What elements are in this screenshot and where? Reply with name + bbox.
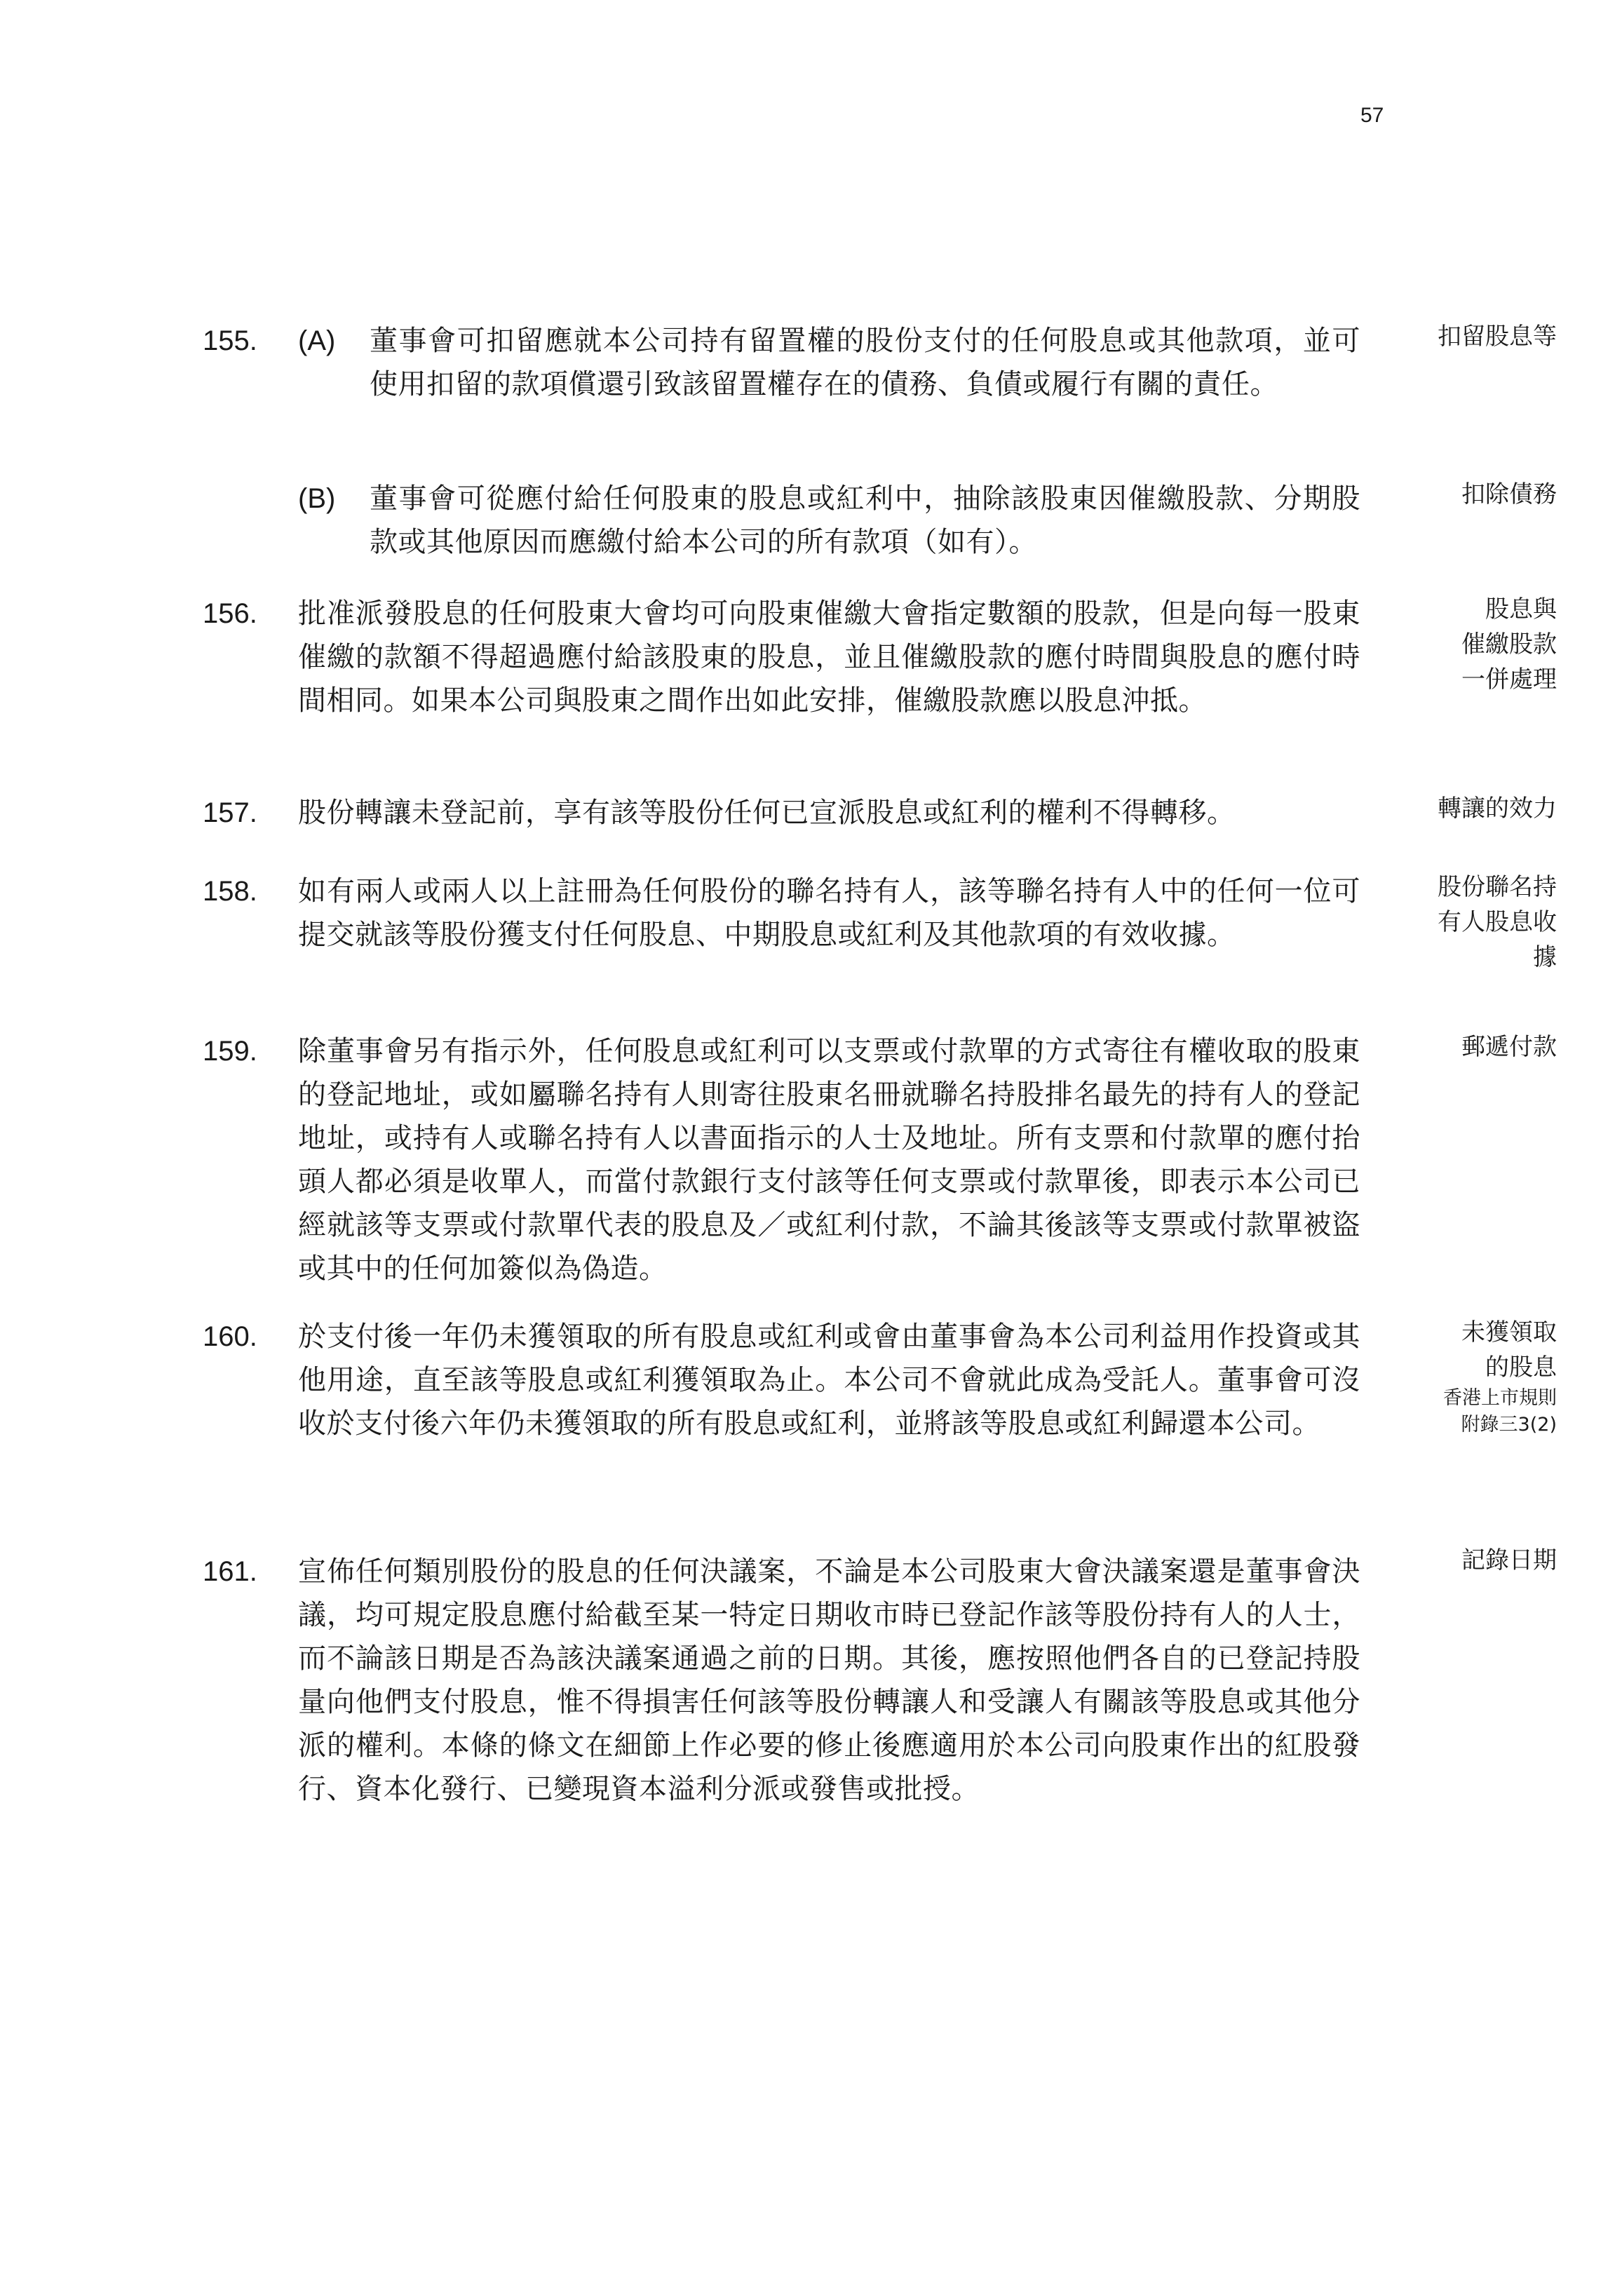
- clause-text: 於支付後一年仍未獲領取的所有股息或紅利或會由董事會為本公司利益用作投資或其他用途，直至該等股息或紅利獲領取為止。本公司不會就此成為受託人。董事會可沒收於支付後六年仍未獲領取的所有股息或紅利，並將該等股息或紅利歸還本公司。: [298, 1321, 1360, 1440]
- clause-number: 159.: [203, 1036, 257, 1067]
- clause-text: 宣佈任何類別股份的股息的任何決議案，不論是本公司股東大會決議案還是董事會決議，均可規定股息應付給截至某一特定日期收市時已登記作該等股份持有人的人士，而不論該日期是否為該決議案通過之前的日期。其後，應按照他們各自的已登記持股量向他們支付股息，惟不得損害任何該等股份轉讓人和受讓人有關該等股息或其他分派的權利。本條的條文在細節上作必要的修止後應適用於本公司向股東作出的紅股發行、資本化發行、已變現資本溢利分派或發售或批授。: [298, 1555, 1360, 1805]
- margin-note-line: 的股息: [1485, 1353, 1557, 1382]
- clause-number: 158.: [203, 876, 257, 907]
- margin-note-line: 據: [1533, 943, 1557, 971]
- clause-number: 157.: [203, 797, 257, 828]
- page-number: 57: [1360, 104, 1384, 127]
- sub-clause-label: (B): [298, 483, 336, 514]
- clause-text: 如有兩人或兩人以上註冊為任何股份的聯名持有人，該等聯名持有人中的任何一位可提交就該等股份獲支付任何股息、中期股息或紅利及其他款項的有效收據。: [298, 875, 1360, 951]
- clause-text: 股份轉讓未登記前，享有該等股份任何已宣派股息或紅利的權利不得轉移。: [298, 797, 1236, 829]
- sub-clause-label: (A): [298, 325, 336, 356]
- margin-note: 郵遞付款: [1461, 1033, 1557, 1061]
- clause-text: 除董事會另有指示外，任何股息或紅利可以支票或付款單的方式寄往有權收取的股東的登記地址，或如屬聯名持有人則寄往股東名冊就聯名持股排名最先的持有人的登記地址，或持有人或聯名持有人以書面指示的人士及地址。所有支票和付款單的應付抬頭人都必須是收單人，而當付款銀行支付該等任何支票或付款單後，即表示本公司已經就該等支票或付款單代表的股息及／或紅利付款，不論其後該等支票或付款單被盜或其中的任何加簽似為偽造。: [298, 1035, 1360, 1285]
- margin-note: 扣除債務: [1461, 480, 1557, 508]
- listing-rule-reference: 香港上市規則: [1443, 1387, 1557, 1409]
- margin-note-line: 有人股息收: [1438, 908, 1557, 936]
- margin-note: 記錄日期: [1461, 1546, 1557, 1574]
- clause-number: 155.: [203, 325, 257, 356]
- margin-note-line: 一併處理: [1461, 666, 1557, 694]
- clause-number: 160.: [203, 1321, 257, 1352]
- margin-note: [1395, 1315, 1557, 1438]
- clause-number: 161.: [203, 1556, 257, 1587]
- margin-note: [1395, 870, 1557, 975]
- clause-number: 156.: [203, 598, 257, 629]
- listing-rule-reference: 附錄三3(2): [1461, 1414, 1557, 1436]
- clause-text: 董事會可從應付給任何股東的股息或紅利中，抽除該股東因催繳股款、分期股款或其他原因而應繳付給本公司的所有款項（如有）。: [370, 482, 1360, 558]
- margin-note-line: 股息與: [1485, 595, 1557, 623]
- clause-text: 批准派發股息的任何股東大會均可向股東催繳大會指定數額的股款，但是向每一股東催繳的款額不得超過應付給該股東的股息，並且催繳股款的應付時間與股息的應付時間相同。如果本公司與股東之間作出如此安排，催繳股款應以股息沖抵。: [298, 597, 1360, 717]
- margin-note-line: 催繳股款: [1461, 630, 1557, 659]
- margin-note-line: 股份聯名持: [1438, 873, 1557, 901]
- clause-text: 董事會可扣留應就本公司持有留置權的股份支付的任何股息或其他款項，並可使用扣留的款項償還引致該留置權存在的債務、負債或履行有關的責任。: [370, 325, 1360, 400]
- margin-note: 轉讓的效力: [1438, 795, 1557, 823]
- margin-note-line: 未獲領取: [1461, 1318, 1557, 1346]
- margin-note: 扣留股息等: [1438, 323, 1557, 351]
- margin-note: [1395, 592, 1557, 697]
